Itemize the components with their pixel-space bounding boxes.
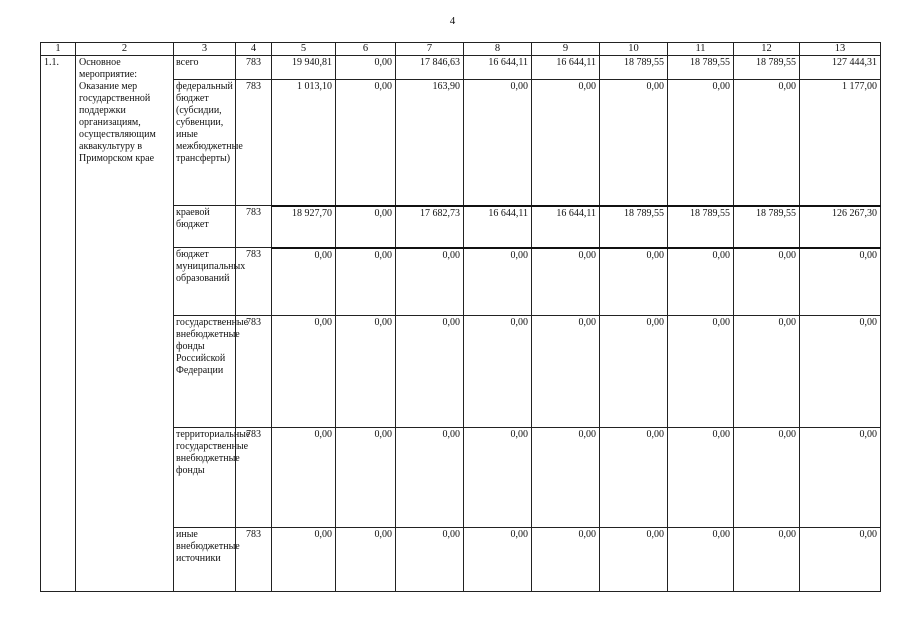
event-name-cell: Основное мероприятие: Оказание мер государственной поддержки организациям, осуществляющим аквакультуру в Приморском крае bbox=[76, 56, 174, 592]
value-cell: 16 644,11 bbox=[464, 56, 532, 80]
header-cell: 4 bbox=[236, 43, 272, 56]
value-cell: 0,00 bbox=[272, 316, 336, 428]
value-cell: 0,00 bbox=[336, 206, 396, 248]
funding-source-cell: краевой бюджет bbox=[174, 206, 236, 248]
table-row bbox=[41, 56, 881, 80]
value-cell: 0,00 bbox=[734, 428, 800, 528]
header-row bbox=[41, 43, 881, 56]
value-cell: 0,00 bbox=[668, 316, 734, 428]
value-cell: 0,00 bbox=[734, 248, 800, 316]
value-cell: 0,00 bbox=[272, 428, 336, 528]
value-cell: 16 644,11 bbox=[464, 206, 532, 248]
funding-source-cell: государственные внебюджетные фонды Российской Федерации bbox=[174, 316, 236, 428]
page-number: 4 bbox=[449, 15, 456, 27]
code-cell: 783 bbox=[236, 428, 272, 528]
value-cell: 0,00 bbox=[396, 248, 464, 316]
value-cell: 0,00 bbox=[396, 428, 464, 528]
code-cell: 783 bbox=[236, 56, 272, 80]
value-cell: 18 789,55 bbox=[600, 206, 668, 248]
value-cell: 0,00 bbox=[600, 248, 668, 316]
value-cell: 16 644,11 bbox=[532, 206, 600, 248]
header-cell: 13 bbox=[800, 43, 881, 56]
value-cell: 18 789,55 bbox=[668, 56, 734, 80]
value-cell: 0,00 bbox=[532, 80, 600, 206]
value-cell: 0,00 bbox=[396, 528, 464, 592]
value-cell: 0,00 bbox=[800, 528, 881, 592]
value-cell: 17 846,63 bbox=[396, 56, 464, 80]
value-cell: 0,00 bbox=[396, 316, 464, 428]
value-cell: 0,00 bbox=[600, 428, 668, 528]
value-cell: 0,00 bbox=[668, 80, 734, 206]
code-cell: 783 bbox=[236, 528, 272, 592]
value-cell: 18 927,70 bbox=[272, 206, 336, 248]
funding-source-cell: бюджет муниципальных образований bbox=[174, 248, 236, 316]
value-cell: 127 444,31 bbox=[800, 56, 881, 80]
value-cell: 0,00 bbox=[464, 80, 532, 206]
header-cell: 10 bbox=[600, 43, 668, 56]
value-cell: 0,00 bbox=[336, 528, 396, 592]
value-cell: 0,00 bbox=[532, 316, 600, 428]
budget-table bbox=[40, 42, 881, 592]
value-cell: 17 682,73 bbox=[396, 206, 464, 248]
value-cell: 0,00 bbox=[272, 248, 336, 316]
value-cell: 0,00 bbox=[600, 528, 668, 592]
header-cell: 8 bbox=[464, 43, 532, 56]
code-cell: 783 bbox=[236, 206, 272, 248]
funding-source-cell: федеральный бюджет (субсидии, субвенции, иные межбюджетные трансферты) bbox=[174, 80, 236, 206]
funding-source-cell: территориальные государственные внебюджетные фонды bbox=[174, 428, 236, 528]
value-cell: 0,00 bbox=[668, 428, 734, 528]
value-cell: 0,00 bbox=[336, 428, 396, 528]
value-cell: 1 177,00 bbox=[800, 80, 881, 206]
value-cell: 0,00 bbox=[600, 80, 668, 206]
value-cell: 0,00 bbox=[464, 316, 532, 428]
code-cell: 783 bbox=[236, 80, 272, 206]
header-cell: 7 bbox=[396, 43, 464, 56]
value-cell: 0,00 bbox=[532, 248, 600, 316]
header-cell: 12 bbox=[734, 43, 800, 56]
value-cell: 0,00 bbox=[464, 528, 532, 592]
value-cell: 0,00 bbox=[272, 528, 336, 592]
value-cell: 163,90 bbox=[396, 80, 464, 206]
value-cell: 0,00 bbox=[734, 528, 800, 592]
value-cell: 0,00 bbox=[800, 248, 881, 316]
value-cell: 0,00 bbox=[464, 248, 532, 316]
funding-source-cell: иные внебюджетные источники bbox=[174, 528, 236, 592]
value-cell: 19 940,81 bbox=[272, 56, 336, 80]
value-cell: 18 789,55 bbox=[734, 206, 800, 248]
value-cell: 0,00 bbox=[668, 248, 734, 316]
value-cell: 0,00 bbox=[734, 80, 800, 206]
value-cell: 0,00 bbox=[800, 316, 881, 428]
header-cell: 1 bbox=[41, 43, 76, 56]
header-cell: 3 bbox=[174, 43, 236, 56]
header-cell: 6 bbox=[336, 43, 396, 56]
value-cell: 18 789,55 bbox=[734, 56, 800, 80]
value-cell: 0,00 bbox=[600, 316, 668, 428]
header-cell: 2 bbox=[76, 43, 174, 56]
value-cell: 0,00 bbox=[532, 428, 600, 528]
value-cell: 0,00 bbox=[464, 428, 532, 528]
value-cell: 16 644,11 bbox=[532, 56, 600, 80]
code-cell: 783 bbox=[236, 248, 272, 316]
value-cell: 0,00 bbox=[336, 316, 396, 428]
header-cell: 9 bbox=[532, 43, 600, 56]
value-cell: 18 789,55 bbox=[668, 206, 734, 248]
row-id-cell: 1.1. bbox=[41, 56, 76, 592]
value-cell: 0,00 bbox=[336, 56, 396, 80]
value-cell: 126 267,30 bbox=[800, 206, 881, 248]
code-cell: 783 bbox=[236, 316, 272, 428]
funding-source-cell: всего bbox=[174, 56, 236, 80]
value-cell: 0,00 bbox=[336, 248, 396, 316]
value-cell: 1 013,10 bbox=[272, 80, 336, 206]
value-cell: 0,00 bbox=[532, 528, 600, 592]
value-cell: 0,00 bbox=[734, 316, 800, 428]
value-cell: 18 789,55 bbox=[600, 56, 668, 80]
value-cell: 0,00 bbox=[668, 528, 734, 592]
value-cell: 0,00 bbox=[800, 428, 881, 528]
value-cell: 0,00 bbox=[336, 80, 396, 206]
header-cell: 11 bbox=[668, 43, 734, 56]
header-cell: 5 bbox=[272, 43, 336, 56]
